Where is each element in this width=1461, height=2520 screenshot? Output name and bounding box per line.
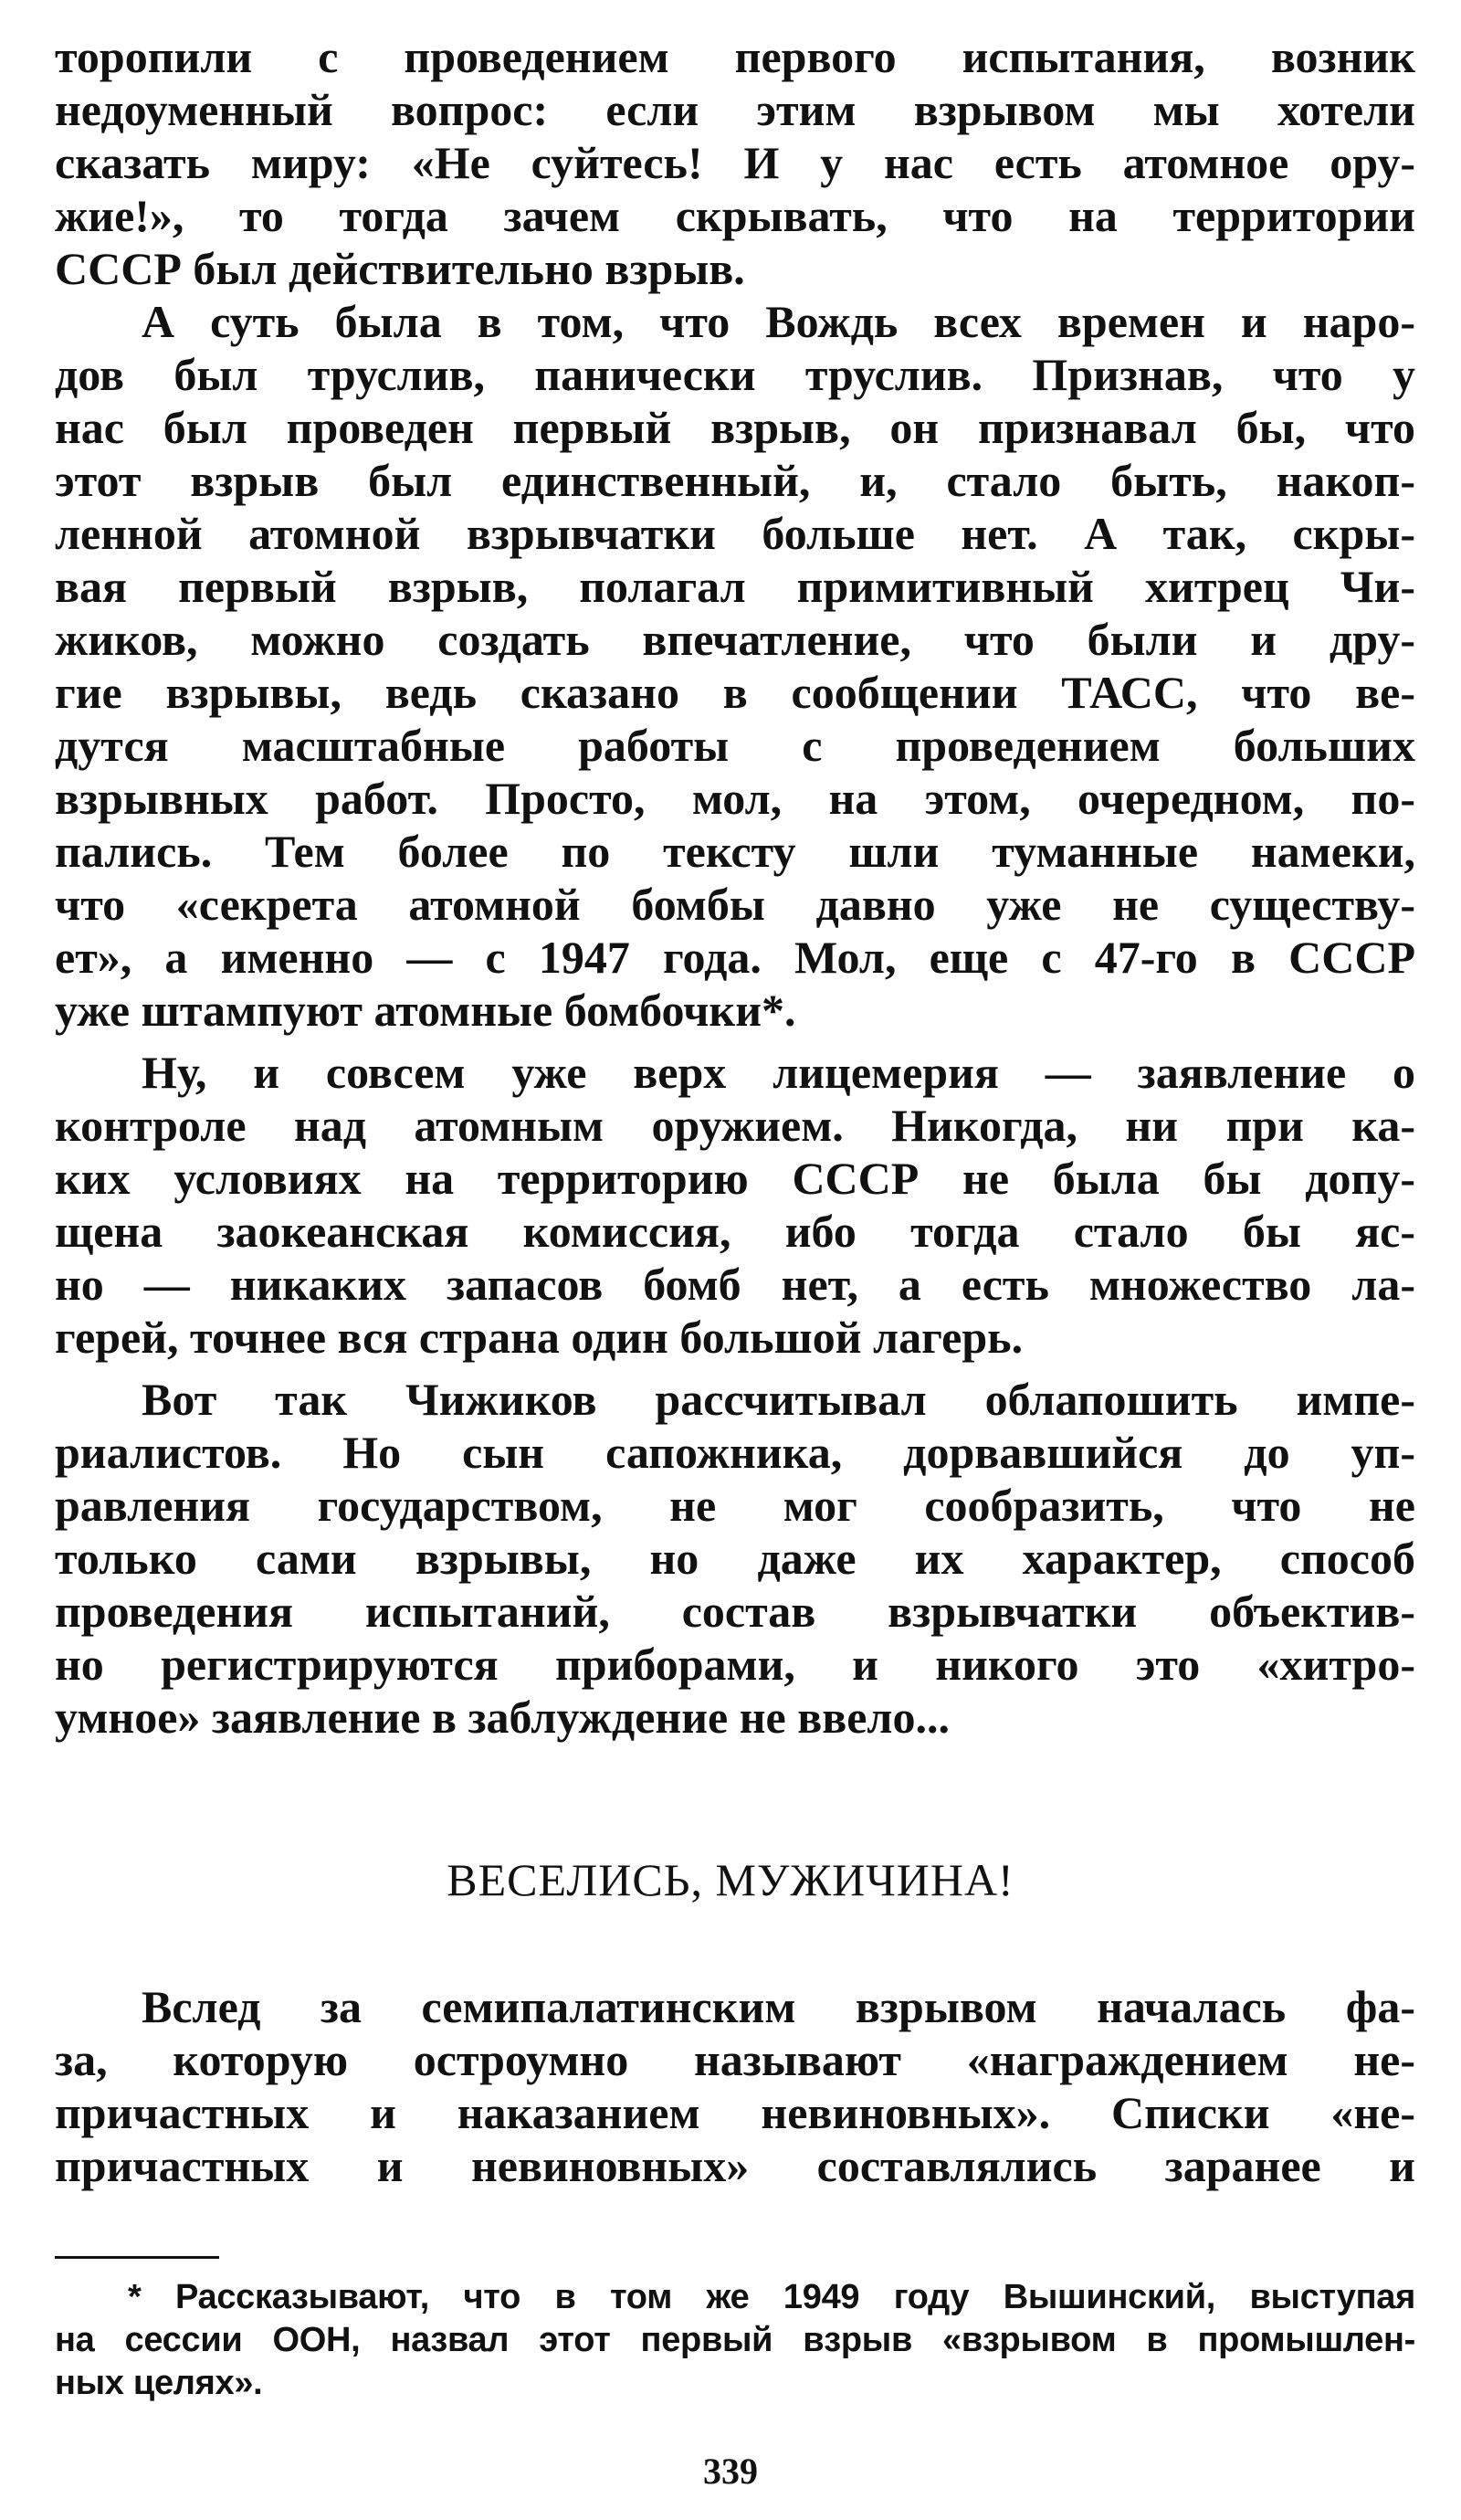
text-line: недоуменный вопрос: если этим взрывом мы хотели xyxy=(55,84,1415,135)
text-line: щена заокеанская комиссия, ибо тогда стало бы яс- xyxy=(55,1206,1415,1257)
text-line: СССР был действительно взрыв. xyxy=(55,243,745,294)
section-heading: ВЕСЕЛИСЬ, МУЖИЧИНА! xyxy=(447,1854,1014,1905)
text-line: риалистов. Но сын сапожника, дорвавшийся до уп- xyxy=(55,1427,1415,1478)
text-line: жие!», то тогда зачем скрывать, что на территории xyxy=(55,190,1415,241)
text-line: проведения испытаний, состав взрывчатки объектив- xyxy=(55,1586,1415,1637)
text-line: гие взрывы, ведь сказано в сообщении ТАСС, что ве- xyxy=(55,667,1415,718)
text-line: причастных и невиновных» составлялись заранее и xyxy=(55,2140,1415,2191)
text-line: герей, точнее вся страна один большой лагерь. xyxy=(55,1312,1024,1363)
text-line: равления государством, не мог сообразить, что не xyxy=(55,1480,1415,1531)
text-line: причастных и наказанием невиновных». Списки «не- xyxy=(55,2087,1415,2138)
text-line: умное» заявление в заблуждение не ввело... xyxy=(55,1692,950,1743)
paragraph-start-line: Вслед за семипалатинским взрывом началась фа- xyxy=(142,1981,1415,2032)
text-line: но — никаких запасов бомб нет, а есть множество ла- xyxy=(55,1259,1415,1310)
text-line: за, которую остроумно называют «награждением не- xyxy=(55,2034,1415,2085)
text-line: уже штампуют атомные бомбочки*. xyxy=(55,985,796,1036)
paragraph-start-line: Ну, и совсем уже верх лицемерия — заявление о xyxy=(142,1047,1415,1098)
text-line: дов был труслив, панически труслив. Признав, что у xyxy=(55,349,1415,400)
footnote-line: на сессии ООН, назвал этот первый взрыв «взрывом в промышлен- xyxy=(55,2321,1415,2359)
text-line: ленной атомной взрывчатки больше нет. А так, скры- xyxy=(55,508,1415,559)
text-line: что «секрета атомной бомбы давно уже не существу- xyxy=(55,879,1415,930)
text-line: дутся масштабные работы с проведением больших xyxy=(55,720,1415,771)
page-number: 339 xyxy=(703,2451,758,2492)
paragraph-start-line: А суть была в том, что Вождь всех времен и наро- xyxy=(142,296,1415,347)
paragraph-start-line: Вот так Чижиков рассчитывал облапошить импе- xyxy=(142,1374,1415,1425)
text-line: ет», а именно — с 1947 года. Мол, еще с 47-го в СССР xyxy=(55,932,1415,983)
text-line: нас был проведен первый взрыв, он признавал бы, что xyxy=(55,402,1415,453)
footnote-divider xyxy=(55,2256,219,2259)
footnote-line: ных целях». xyxy=(55,2364,263,2402)
text-line: только сами взрывы, но даже их характер, способ xyxy=(55,1533,1415,1584)
footnote-line: * Рассказывают, что в том же 1949 году Вышинский, выступая xyxy=(128,2278,1415,2316)
text-line: ких условиях на территорию СССР не была бы допу- xyxy=(55,1153,1415,1204)
text-line: этот взрыв был единственный, и, стало быть, накоп- xyxy=(55,455,1415,506)
text-line: но регистрируются приборами, и никого это «хитро- xyxy=(55,1639,1415,1690)
text-line: торопили с проведением первого испытания, возник xyxy=(55,31,1415,82)
text-line: контроле над атомным оружием. Никогда, ни при ка- xyxy=(55,1100,1415,1151)
text-line: жиков, можно создать впечатление, что были и дру- xyxy=(55,614,1415,665)
text-line: сказать миру: «Не суйтесь! И у нас есть атомное ору- xyxy=(55,137,1415,188)
text-line: пались. Тем более по тексту шли туманные намеки, xyxy=(55,826,1415,877)
text-line: взрывных работ. Просто, мол, на этом, очередном, по- xyxy=(55,773,1415,824)
text-line: вая первый взрыв, полагал примитивный хитрец Чи- xyxy=(55,561,1415,612)
